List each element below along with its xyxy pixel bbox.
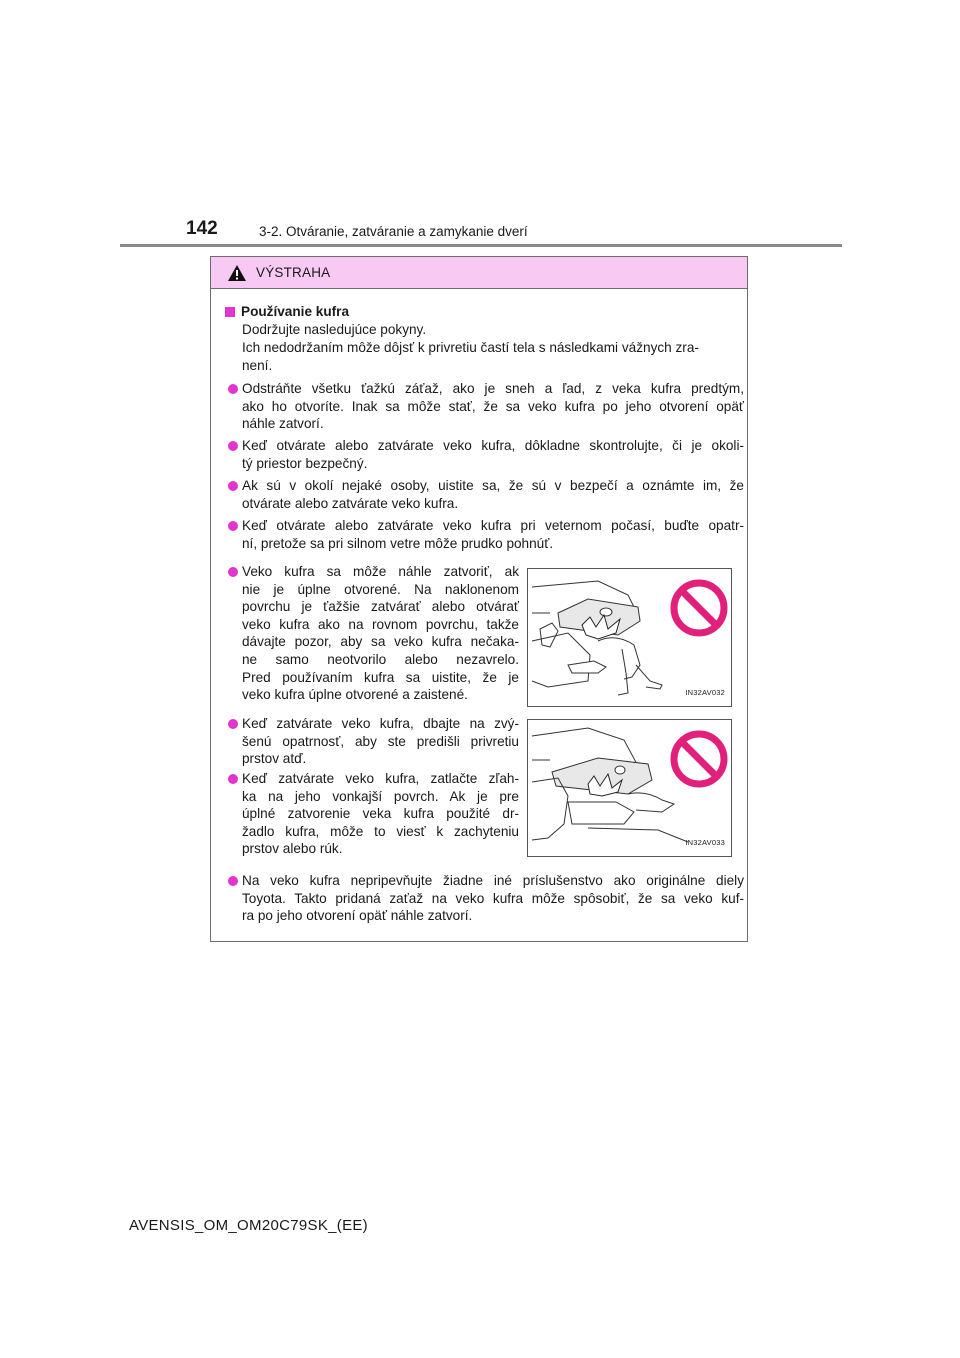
list-item-line: Ak sú v okolí nejaké osoby, uistite sa, že sú v bezpečí a oznámte im, že bbox=[242, 478, 744, 493]
warning-heading bbox=[225, 303, 349, 321]
bullet-dot-icon bbox=[228, 481, 238, 491]
list-item-line: dávajte pozor, aby sa veko kufra nečaka- bbox=[242, 634, 519, 650]
figure-trunk-closing bbox=[527, 568, 732, 707]
list-item-line: ne samo neotvorilo alebo nezavrelo. bbox=[242, 651, 519, 667]
list-item-line: žadlo kufra, môže to viesť k zachyteniu bbox=[242, 823, 519, 839]
list-item-line: Keď zatvárate veko kufra, zatlačte zľah- bbox=[242, 771, 519, 786]
list-item-line: ní, pretože sa pri silnom vetre môže prudko pohnúť. bbox=[242, 535, 554, 551]
bullet-dot-icon bbox=[228, 521, 238, 531]
list-item bbox=[228, 563, 519, 704]
list-item-line: Odstráňte všetku ťažkú záťaž, ako je sneh a ľad, z veka kufra predtým, bbox=[242, 381, 744, 396]
list-item bbox=[228, 380, 744, 433]
list-item-line: Veko kufra sa môže náhle zatvoriť, ak bbox=[242, 564, 519, 579]
list-item-line: ka na jeho vonkajší povrch. Ak je pre bbox=[242, 788, 519, 804]
intro-line-3: není. bbox=[242, 358, 273, 373]
list-item-line: veko kufra ako na rovnom povrchu, takže bbox=[242, 616, 519, 632]
warning-title: VÝSTRAHA bbox=[256, 265, 331, 280]
list-item-line: veko kufra úplne otvorené a zaistené. bbox=[242, 687, 468, 703]
list-item-line: otvárate alebo zatvárate veko kufra. bbox=[242, 495, 459, 511]
list-item-line: Keď otvárate alebo zatvárate veko kufra, dôkladne skontrolujte, či je okoli- bbox=[242, 438, 744, 453]
figure-label: IN32AV032 bbox=[685, 688, 725, 698]
prohibition-icon bbox=[669, 729, 729, 789]
page-number: 142 bbox=[186, 218, 218, 239]
list-item-line: Na veko kufra nepripevňujte žiadne iné príslušenstvo ako originálne diely bbox=[242, 873, 744, 888]
warning-header bbox=[211, 257, 747, 289]
list-item bbox=[228, 770, 519, 858]
figure-trunk-pushing bbox=[527, 719, 732, 857]
list-item-line: šenú opatrnosť, aby ste predišli privretiu bbox=[242, 733, 519, 749]
intro-line-1: Dodržujte nasledujúce pokyny. bbox=[242, 322, 427, 337]
list-item-line: Keď zatvárate veko kufra, dbajte na zvý- bbox=[242, 716, 519, 731]
prohibition-icon bbox=[669, 578, 729, 638]
figure-label: IN32AV033 bbox=[685, 838, 725, 848]
list-item bbox=[228, 517, 744, 552]
list-item bbox=[228, 715, 519, 768]
list-item bbox=[228, 477, 744, 512]
bullet-dot-icon bbox=[228, 774, 238, 784]
bullet-dot-icon bbox=[228, 384, 238, 394]
warning-triangle-icon bbox=[227, 264, 247, 282]
list-item-line: Keď otvárate alebo zatvárate veko kufra pri veternom počasí, buďte opatr- bbox=[242, 518, 744, 533]
list-item-line: tý priestor bezpečný. bbox=[242, 455, 368, 471]
list-item-line: Pred používaním kufra sa uistite, že je bbox=[242, 669, 519, 685]
intro-line-2: Ich nedodržaním môže dôjsť k privretiu častí tela s následkami vážnych zra- bbox=[242, 340, 699, 355]
header-rule bbox=[120, 244, 842, 247]
list-item bbox=[228, 437, 744, 472]
square-bullet-icon bbox=[225, 307, 235, 317]
bullet-dot-icon bbox=[228, 876, 238, 886]
bullet-dot-icon bbox=[228, 719, 238, 729]
list-item bbox=[228, 872, 744, 925]
bullet-dot-icon bbox=[228, 567, 238, 577]
section-title: 3-2. Otváranie, zatváranie a zamykanie dverí bbox=[259, 224, 528, 239]
footer-code: AVENSIS_OM_OM20C79SK_(EE) bbox=[129, 1217, 368, 1234]
list-item-line: prstov alebo rúk. bbox=[242, 841, 343, 857]
list-item-line: úplné zatvorenie veka kufra použité dr- bbox=[242, 806, 519, 822]
list-item-line: náhle zatvorí. bbox=[242, 416, 324, 432]
heading-text: Používanie kufra bbox=[241, 304, 350, 319]
list-item-line: nie je úplne otvorené. Na naklonenom bbox=[242, 581, 519, 597]
list-item-line: ako ho otvoríte. Inak sa môže stať, že sa veko kufra po jeho otvorení opäť bbox=[242, 398, 744, 414]
list-item-line: prstov atď. bbox=[242, 751, 307, 767]
list-item-line: ra po jeho otvorení opäť náhle zatvorí. bbox=[242, 908, 473, 924]
list-item-line: povrchu je ťažšie zatvárať alebo otvárať bbox=[242, 599, 519, 615]
bullet-dot-icon bbox=[228, 441, 238, 451]
warning-box bbox=[210, 256, 748, 942]
list-item-line: Toyota. Takto pridaná zaťaž na veko kufra môže spôsobiť, že sa veko kuf- bbox=[242, 890, 744, 906]
